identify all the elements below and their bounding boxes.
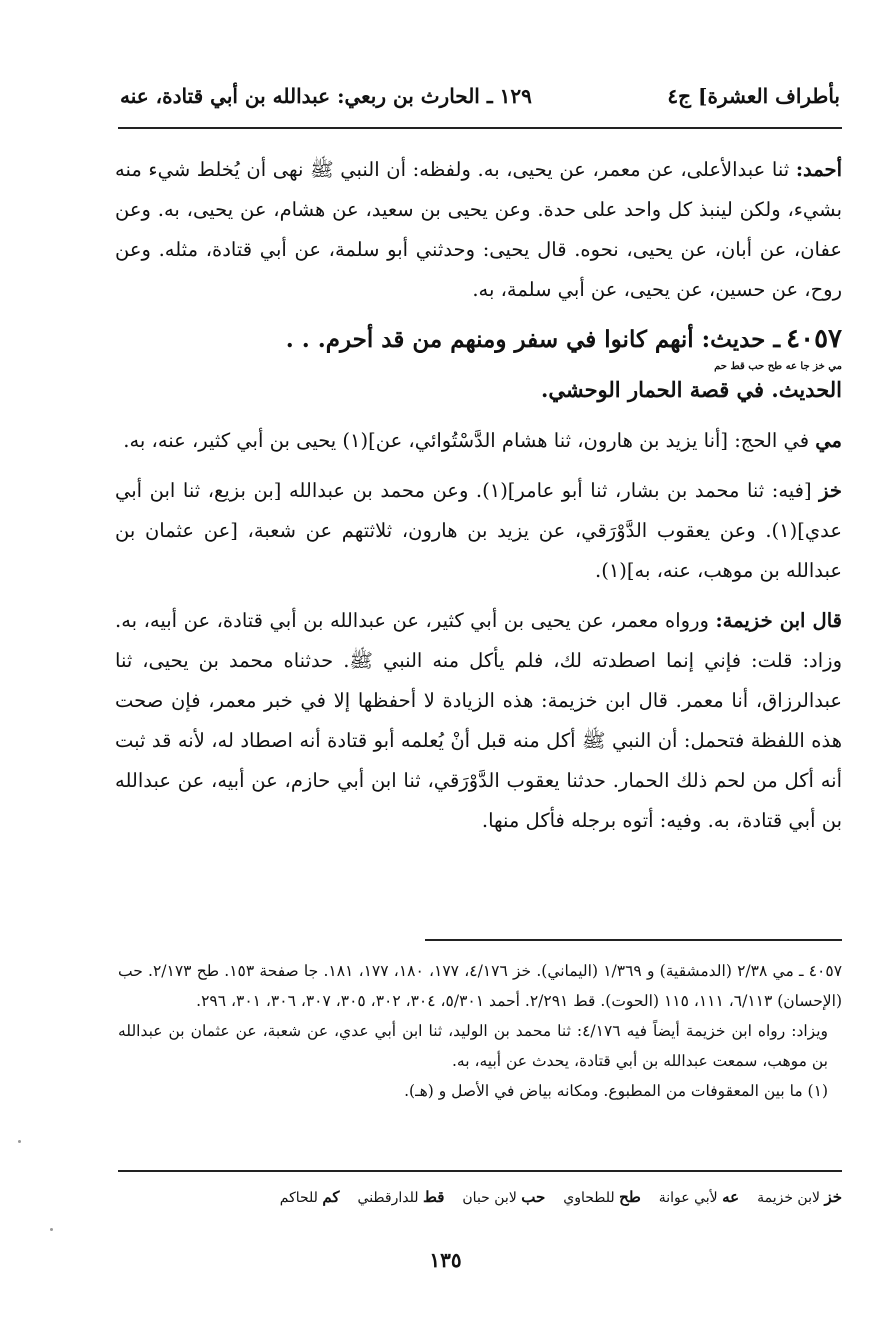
paragraph-comment-text: ورواه معمر، عن يحيى بن أبي كثير، عن عبدالله بن أبي قتادة، عن أبيه، به. وزاد: قلت: فإني إنما اصطدته لك، فلم يأكل منه النبي ﷺ. حدثناه محمد بن يحيى، ثنا عبدالرزاق، أنا معمر. قال ابن خزيمة: هذه الزيادة لا أحفظها إلا في خبر معمر، فإن صحت هذه اللفظة فتحمل: أن النبي ﷺ أكل منه قبل أنْ يُعلمه أبو قتادة أنه اصطاد له، لأنه قد ثبت أنه أكل من لحم ذلك الحمار. حدثنا يعقوب الدَّوْرَقي، ثنا ابن أبي حازم، عن أبيه، عن عبدالله بن أبي قتادة، به. وفيه: أتوه برجله فأكل منها. [115, 609, 842, 832]
abbr-code: حب [521, 1188, 546, 1206]
footnotes [118, 956, 842, 1106]
abbr-code: طح [619, 1188, 641, 1206]
abbr-code: عه [722, 1188, 740, 1206]
footnote-brackets: (١) ما بين المعقوفات من المطبوع. ومكانه بياض في الأصل و (هـ). [404, 1082, 828, 1100]
paragraph-khuzayma-lead: خز [819, 479, 842, 502]
abbr-name: للطحاوي [563, 1190, 615, 1206]
footnote-divider [425, 939, 842, 941]
paragraph-darimi-lead: مي [815, 429, 842, 452]
footnote-sources: ٤٠٥٧ ـ مي ٢/٣٨ (الدمشقية) و ١/٣٦٩ (اليماني). خز ٤/١٧٦، ١٧٧، ١٨٠، ١٧٧، ١٨١. جا صفحة ١٥٣. طح ٢/١٧٣. حب (الإحسان) ٦/١١٣، ١١١، ١١٥ (الحوت). قط ٢/٢٩١. أحمد ٥/٣٠١، ٣٠٤، ٣٠٢، ٣٠٥، ٣٠٧، ٣٠٦، ٣٠١، ٢٩٦. [118, 962, 843, 1010]
abbr-code: قط [422, 1188, 445, 1206]
abbreviations-legend [118, 1188, 842, 1206]
paragraph-ahmad-lead: أحمد: [795, 158, 842, 181]
abbr-item [563, 1188, 640, 1206]
abbr-item [659, 1188, 739, 1206]
paragraph-ibn-khuzayma-comment [115, 601, 842, 841]
header-chapter-title: ١٢٩ ـ الحارث بن ربعي: عبدالله بن أبي قتادة، عنه [120, 84, 532, 108]
paragraph-khuzayma-text: [فيه: ثنا محمد بن بشار، ثنا أبو عامر](١). وعن محمد بن عبدالله [بن بزيع، ثنا ابن أبي عدي](١). وعن يعقوب الدَّوْرَقي، عن يزيد بن هارون، ثلاثتهم عن شعبة، [عن عثمان بن عبدالله بن موهب، عنه، به](١). [115, 479, 842, 582]
running-header [120, 84, 840, 108]
abbr-name: لابن حبان [462, 1190, 517, 1206]
abbr-name: للحاكم [279, 1190, 318, 1206]
main-text [115, 150, 842, 851]
paragraph-ahmad [115, 150, 842, 310]
scan-speck [18, 1140, 21, 1143]
abbreviations-divider [118, 1170, 842, 1172]
footnote-addition: ويزاد: رواه ابن خزيمة أيضاً فيه ٤/١٧٦: ثنا محمد بن الوليد، ثنا ابن أبي عدي، عن شعبة، عن عثمان بن عبدالله بن موهب، سمعت عبدالله بن أبي قتادة، يحدث عن أبيه، به. [118, 1022, 829, 1070]
entry-number: ٤٠٥٧ [786, 324, 842, 354]
entry-sigla: مي خز جا عه طح حب قط حم [714, 361, 842, 372]
abbr-code: خز [824, 1188, 842, 1206]
paragraph-darimi-text: في الحج: [أنا يزيد بن هارون، ثنا هشام الدَّسْتُوائي، عن](١) يحيى بن أبي كثير، عنه، به. [123, 429, 816, 452]
abbr-item [280, 1188, 340, 1206]
header-divider [118, 127, 842, 129]
paragraph-ahmad-text: ثنا عبدالأعلى، عن معمر، عن يحيى، به. ولفظه: أن النبي ﷺ نهى أن يُخلط شيء منه بشيء، ولكن لينبذ كل واحد على حدة. وعن يحيى بن سعيد، عن هشام، عن يحيى، به. وعن عفان، عن أبان، عن يحيى، نحوه. قال يحيى: وحدثني أبو سلمة، عن أبي قتادة، مثله. وعن روح، عن حسين، عن يحيى، عن أبي سلمة، به. [115, 158, 842, 301]
paragraph-khuzayma [115, 471, 842, 591]
header-book-title: بأطراف العشرة] ج٤ [667, 84, 840, 108]
hadith-entry-4057 [115, 320, 842, 411]
abbr-code: كم [322, 1188, 340, 1206]
entry-title: ـ حديث: أنهم كانوا في سفر ومنهم من قد أحرم. . . [285, 326, 781, 353]
paragraph-darimi [115, 421, 842, 461]
scan-speck [50, 1228, 53, 1231]
abbr-name: للدارقطني [357, 1190, 419, 1206]
abbr-item [358, 1188, 445, 1206]
paragraph-comment-lead: قال ابن خزيمة: [715, 609, 842, 632]
entry-title-continuation: الحديث. في قصة الحمار الوحشي. [541, 377, 842, 402]
abbr-name: لأبي عوانة [658, 1190, 718, 1206]
abbr-item [757, 1188, 842, 1206]
page-number: ١٣٥ [429, 1248, 462, 1272]
abbr-item [462, 1188, 545, 1206]
abbr-name: لابن خزيمة [757, 1190, 820, 1206]
